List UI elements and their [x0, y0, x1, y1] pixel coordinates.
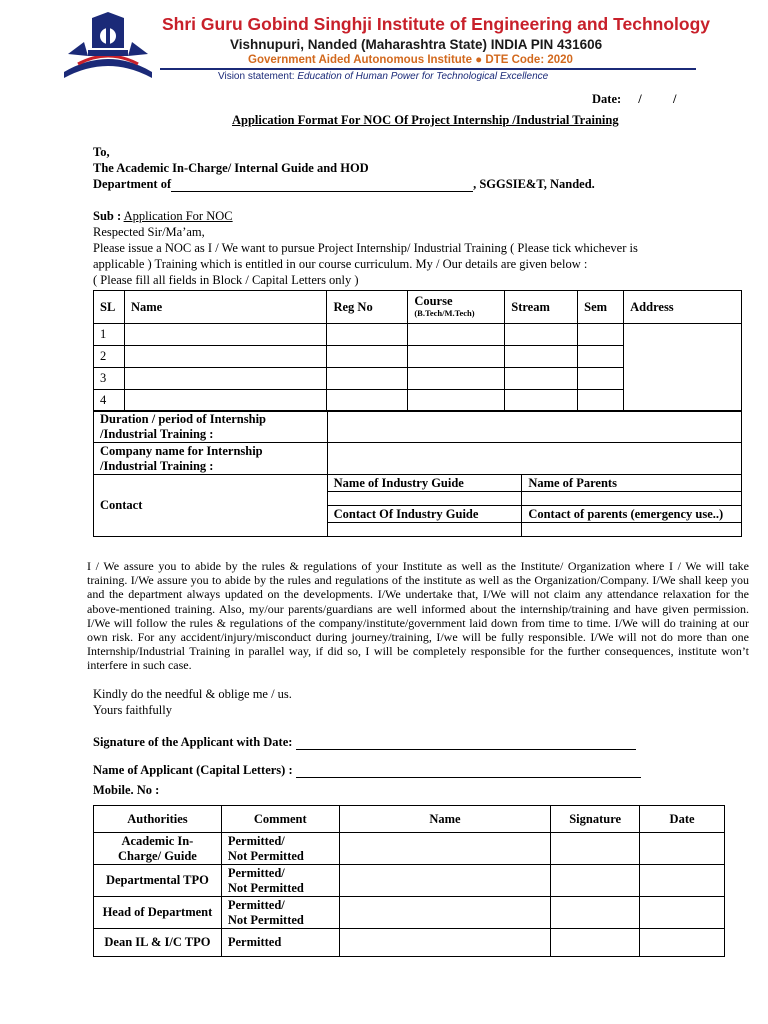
applicant-name-blank[interactable] [296, 766, 641, 778]
industry-guide-contact-label: Contact Of Industry Guide [327, 506, 522, 523]
table-row [94, 897, 725, 929]
sem-cell[interactable] [578, 324, 624, 346]
comment-cell [221, 897, 339, 929]
authority-name-cell[interactable] [339, 897, 550, 929]
subject-line [93, 209, 233, 224]
applicant-name-label: Name of Applicant (Capital Letters) : [93, 763, 293, 777]
reg-no-cell[interactable] [327, 324, 408, 346]
authority-cell: Head of Department [94, 897, 222, 929]
institute-address: Vishnupuri, Nanded (Maharashtra State) INDIA PIN 431606 [230, 37, 603, 52]
signature-blank[interactable] [296, 738, 636, 750]
mobile-label: Mobile. No : [93, 783, 160, 797]
name-cell[interactable] [124, 324, 327, 346]
name-cell[interactable] [124, 368, 327, 390]
name-cell[interactable] [124, 346, 327, 368]
comment-cell [221, 929, 339, 957]
department-blank[interactable] [171, 180, 473, 192]
subject-label: Sub : [93, 209, 122, 223]
institute-logo [60, 12, 156, 82]
authority-signature-cell[interactable] [551, 929, 640, 957]
comment-line-2: Not Permitted [227, 912, 304, 927]
form-title: Application Format For NOC Of Project Internship /Industrial Training [232, 113, 619, 127]
address-cell[interactable] [624, 324, 742, 412]
stream-cell[interactable] [505, 390, 578, 412]
row-sl: 3 [94, 368, 125, 390]
parents-contact-label: Contact of parents (emergency use..) [522, 506, 742, 523]
comment-line-2: Not Permitted [227, 848, 304, 863]
name-cell[interactable] [124, 390, 327, 412]
col-reg-no: Reg No [327, 291, 408, 324]
parents-name-label: Name of Parents [522, 475, 742, 492]
sem-cell[interactable] [578, 368, 624, 390]
col-course-label: Course [414, 294, 453, 308]
date-field [592, 92, 676, 107]
col-date: Date [640, 806, 725, 833]
col-authority-name: Name [339, 806, 550, 833]
stream-cell[interactable] [505, 324, 578, 346]
company-row [94, 443, 742, 475]
authority-date-cell[interactable] [640, 929, 725, 957]
col-course-sub: (B.Tech/M.Tech) [414, 308, 475, 318]
signature-label: Signature of the Applicant with Date: [93, 735, 293, 749]
internship-details-table [93, 410, 742, 537]
comment-cell [221, 833, 339, 865]
authority-signature-cell[interactable] [551, 833, 640, 865]
course-cell[interactable] [408, 346, 505, 368]
request-line-1: Please issue a NOC as I / We want to pursue Project Internship/ Industrial Training ( Please tick whichever is [93, 241, 638, 255]
department-label: Department of [93, 177, 172, 191]
duration-value-cell[interactable] [327, 411, 741, 443]
table-row [94, 929, 725, 957]
row-sl: 4 [94, 390, 125, 412]
contact-row [94, 475, 742, 492]
authority-cell: Dean IL & I/C TPO [94, 929, 222, 957]
col-authorities: Authorities [94, 806, 222, 833]
header-rule [160, 68, 696, 70]
duration-row [94, 411, 742, 443]
vision-text: Education of Human Power for Technological Excellence [297, 71, 549, 82]
signature-line [93, 735, 636, 750]
comment-line-2: Not Permitted [227, 880, 304, 895]
authority-name-cell[interactable] [339, 865, 550, 897]
details-header-row [94, 291, 742, 324]
table-row [94, 865, 725, 897]
authority-name-cell[interactable] [339, 929, 550, 957]
authority-date-cell[interactable] [640, 833, 725, 865]
row-sl: 2 [94, 346, 125, 368]
comment-line-1: Permitted [227, 935, 282, 949]
subject-text: Application For NOC [123, 209, 233, 223]
duration-label: Duration / period of Internship /Industrial Training : [94, 411, 328, 443]
fill-note: ( Please fill all fields in Block / Capital Letters only ) [93, 273, 359, 287]
course-cell[interactable] [408, 390, 505, 412]
col-course [408, 291, 505, 324]
reg-no-cell[interactable] [327, 346, 408, 368]
stream-cell[interactable] [505, 346, 578, 368]
authority-cell: Departmental TPO [94, 865, 222, 897]
institute-status: Government Aided Autonomous Institute ● DTE Code: 2020 [248, 54, 573, 66]
table-row [94, 833, 725, 865]
parents-name-cell[interactable] [522, 492, 742, 506]
industry-guide-name-label: Name of Industry Guide [327, 475, 522, 492]
authority-signature-cell[interactable] [551, 865, 640, 897]
course-cell[interactable] [408, 368, 505, 390]
comment-line-1: Permitted/ [227, 897, 285, 912]
row-sl: 1 [94, 324, 125, 346]
table-row [94, 324, 742, 346]
vision-statement [218, 71, 548, 82]
closing-yours: Yours faithfully [93, 703, 172, 717]
company-label: Company name for Internship /Industrial Training : [94, 443, 328, 475]
col-sem: Sem [578, 291, 624, 324]
reg-no-cell[interactable] [327, 390, 408, 412]
sem-cell[interactable] [578, 390, 624, 412]
to-line: To, [93, 145, 110, 159]
authority-date-cell[interactable] [640, 865, 725, 897]
closing-request: Kindly do the needful & oblige me / us. [93, 687, 292, 701]
authority-table [93, 805, 725, 957]
authority-date-cell[interactable] [640, 897, 725, 929]
col-stream: Stream [505, 291, 578, 324]
authority-name-cell[interactable] [339, 833, 550, 865]
company-value-cell[interactable] [327, 443, 741, 475]
stream-cell[interactable] [505, 368, 578, 390]
comment-line-1: Permitted/ [227, 833, 285, 848]
col-comment: Comment [221, 806, 339, 833]
col-name: Name [124, 291, 327, 324]
student-details-table [93, 290, 742, 412]
institute-name: Shri Guru Gobind Singhji Institute of Engineering and Technology [162, 14, 710, 34]
course-cell[interactable] [408, 324, 505, 346]
comment-line-1: Permitted/ [227, 865, 285, 880]
date-separators: / / [638, 92, 677, 106]
authority-cell: Academic In-Charge/ Guide [94, 833, 222, 865]
salutation: Respected Sir/Ma’am, [93, 225, 205, 239]
addressee: The Academic In-Charge/ Internal Guide and HOD [93, 161, 369, 175]
declaration-paragraph: I / We assure you to abide by the rules & regulations of your Institute as well as the Institute/ Organization where I / We will take training. I/We assure you to abide by the rules and regulations of the institute as well as the Organization/Company. I/We shall keep you and the department always updated on the developments. I/We undertake that, I/We will not claim any attendance relaxation for the above-mentioned training. Also, my/our parents/guardians are well informed about the internship/training and have given permission. I/We will follow the rules & regulations of the company/institute/government laid down from time to time. I/We will do training at our own risk. For any accident/injury/misconduct during journey/training, I/we will be fully responsible. I/We will not do more than one Internship/Industrial Training in parallel way, if did so, I will be completely responsible for the further consequences, institute won’t interfere in such case. [87, 559, 749, 673]
col-sl: SL [94, 291, 125, 324]
sem-cell[interactable] [578, 346, 624, 368]
applicant-name-line [93, 763, 641, 778]
industry-guide-contact-cell[interactable] [327, 523, 522, 537]
vision-label: Vision statement: [218, 71, 295, 82]
industry-guide-name-cell[interactable] [327, 492, 522, 506]
reg-no-cell[interactable] [327, 368, 408, 390]
date-label: Date: [592, 92, 622, 106]
comment-cell [221, 865, 339, 897]
col-signature: Signature [551, 806, 640, 833]
department-suffix: , SGGSIE&T, Nanded. [473, 177, 595, 191]
authority-header-row [94, 806, 725, 833]
authority-signature-cell[interactable] [551, 897, 640, 929]
col-address: Address [624, 291, 742, 324]
contact-label: Contact [94, 475, 328, 537]
parents-contact-cell[interactable] [522, 523, 742, 537]
request-line-2: applicable ) Training which is entitled in our course curriculum. My / Our details are given below : [93, 257, 588, 271]
department-line [93, 177, 595, 192]
